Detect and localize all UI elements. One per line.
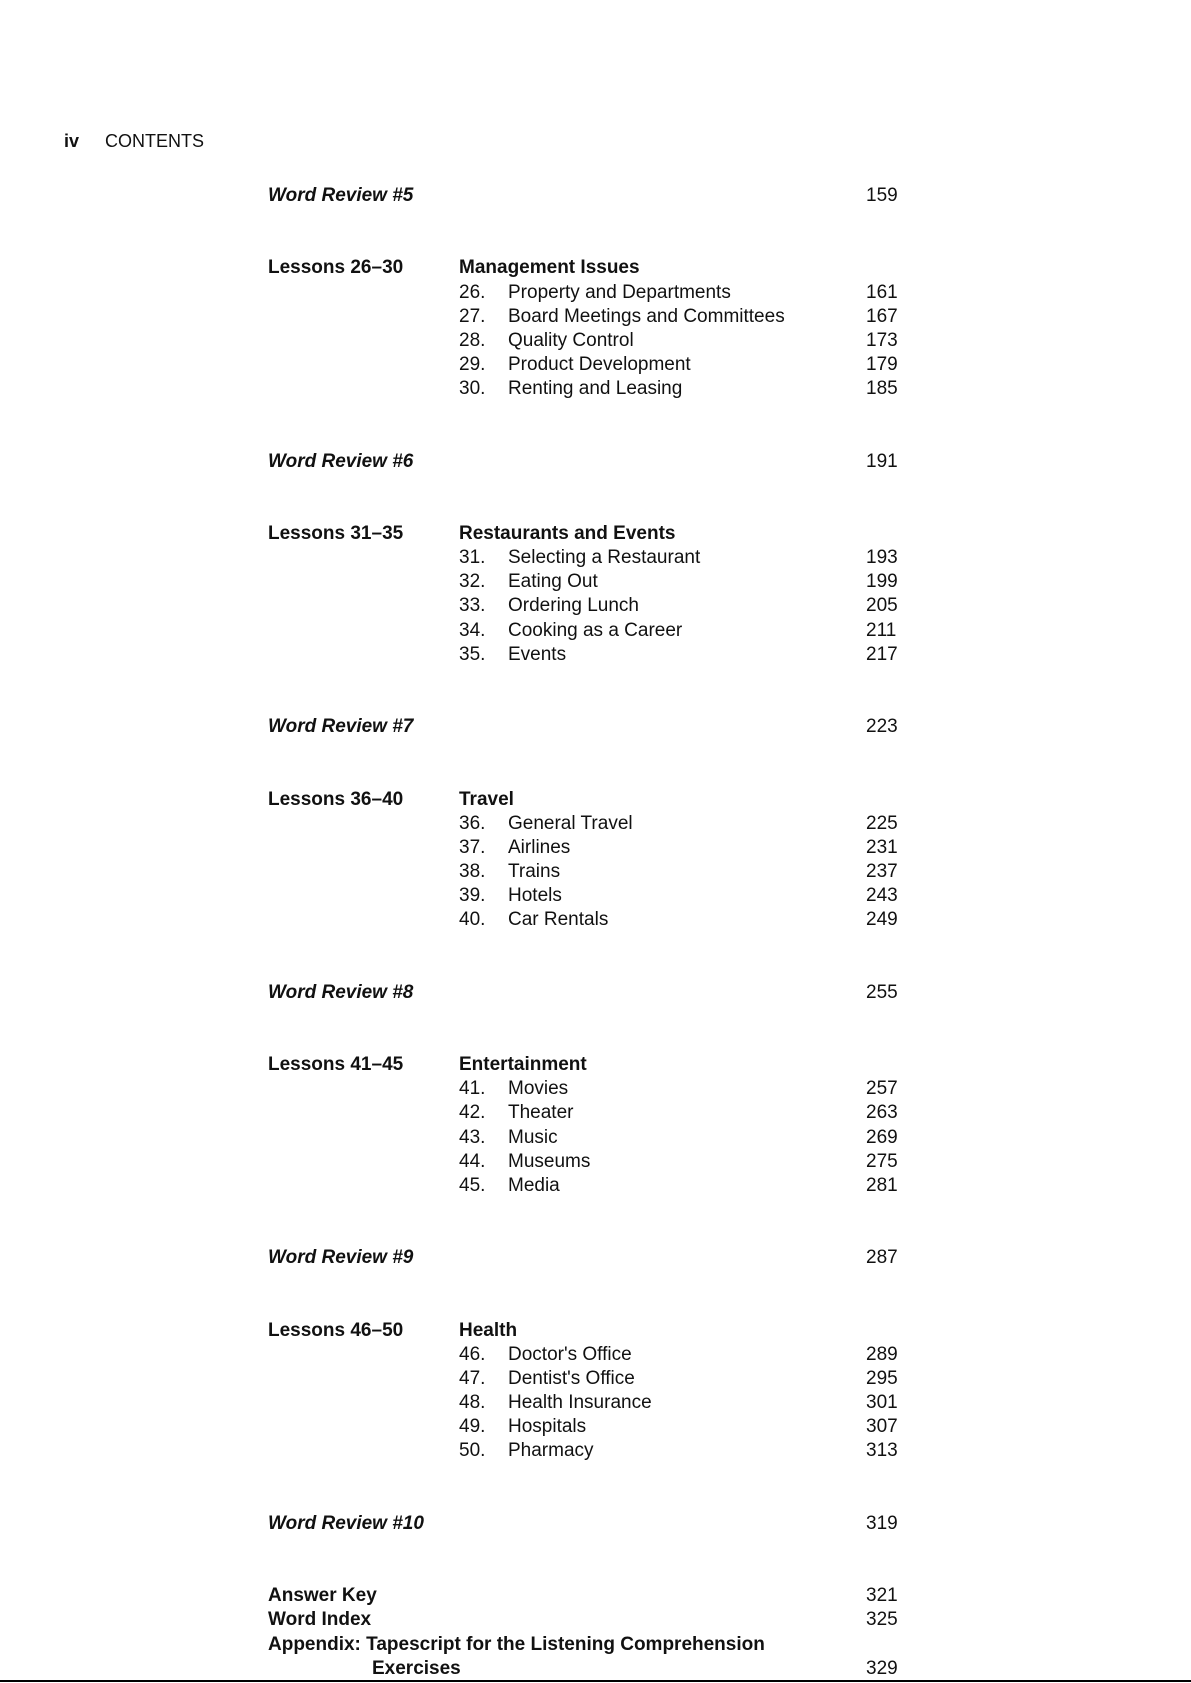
lesson-title: Media bbox=[508, 1174, 560, 1196]
toc-entry-lesson[interactable] bbox=[268, 1343, 928, 1367]
lesson-number: 28. bbox=[459, 329, 486, 351]
unit-topic: Restaurants and Events bbox=[459, 523, 676, 545]
lesson-page: 179 bbox=[866, 354, 898, 375]
toc-lesson-group-header[interactable] bbox=[268, 522, 928, 546]
lesson-page: 231 bbox=[866, 836, 898, 858]
unit-topic: Entertainment bbox=[459, 1054, 587, 1076]
lesson-page: 193 bbox=[866, 547, 898, 569]
lesson-page: 289 bbox=[866, 1343, 898, 1365]
lesson-number: 49. bbox=[459, 1416, 486, 1438]
lesson-title: Dentist's Office bbox=[508, 1368, 635, 1390]
lesson-number: 40. bbox=[459, 909, 486, 931]
toc-entry-back-matter[interactable] bbox=[268, 1633, 928, 1657]
toc-lesson-group-header[interactable] bbox=[268, 256, 928, 280]
lesson-title: Museums bbox=[508, 1150, 591, 1172]
lesson-title: General Travel bbox=[508, 812, 633, 834]
toc-entry-lesson[interactable] bbox=[268, 353, 928, 377]
entry-label: Word Review #10 bbox=[268, 1512, 424, 1534]
lesson-page: 243 bbox=[866, 885, 898, 907]
toc-entry-back-matter[interactable] bbox=[268, 1608, 928, 1632]
entry-label-continuation: Exercises bbox=[372, 1657, 461, 1679]
toc-entry-lesson[interactable] bbox=[268, 812, 928, 836]
toc-entry-word-review[interactable] bbox=[268, 1512, 928, 1536]
entry-page: 287 bbox=[866, 1247, 898, 1269]
lesson-number: 34. bbox=[459, 619, 486, 641]
entry-page: 223 bbox=[866, 716, 898, 738]
lesson-title: Events bbox=[508, 643, 567, 665]
entry-page: 325 bbox=[866, 1609, 898, 1631]
lesson-number: 37. bbox=[459, 836, 486, 858]
spacer bbox=[268, 1005, 928, 1053]
lesson-title: Ordering Lunch bbox=[508, 595, 639, 617]
lesson-title: Airlines bbox=[508, 836, 571, 858]
toc-entry-lesson[interactable] bbox=[268, 1077, 928, 1101]
lesson-number: 46. bbox=[459, 1343, 486, 1365]
toc-entry-lesson[interactable] bbox=[268, 1126, 928, 1150]
spacer bbox=[268, 1198, 928, 1246]
toc-entry-word-review[interactable] bbox=[268, 184, 928, 208]
lesson-page: 173 bbox=[866, 329, 898, 351]
toc-entry-lesson[interactable] bbox=[268, 305, 928, 329]
toc-entry-lesson[interactable] bbox=[268, 908, 928, 932]
lesson-number: 38. bbox=[459, 861, 486, 883]
toc-lesson-group-header[interactable] bbox=[268, 788, 928, 812]
unit-topic: Health bbox=[459, 1319, 518, 1341]
lesson-title: Quality Control bbox=[508, 329, 634, 351]
lesson-number: 31. bbox=[459, 547, 486, 569]
spacer bbox=[268, 667, 928, 715]
unit-topic: Management Issues bbox=[459, 257, 640, 279]
toc-entry-lesson[interactable] bbox=[268, 281, 928, 305]
bottom-rule bbox=[0, 1680, 1191, 1682]
lesson-page: 217 bbox=[866, 643, 898, 665]
entry-page: 191 bbox=[866, 450, 898, 472]
lesson-range: Lessons 31–35 bbox=[268, 523, 404, 545]
entry-page: 255 bbox=[866, 981, 898, 1003]
toc-entry-lesson[interactable] bbox=[268, 1150, 928, 1174]
entry-label: Word Review #7 bbox=[268, 716, 414, 738]
toc-entry-lesson[interactable] bbox=[268, 1101, 928, 1125]
lesson-page: 295 bbox=[866, 1368, 898, 1390]
lesson-title: Eating Out bbox=[508, 571, 598, 593]
lesson-title: Pharmacy bbox=[508, 1440, 594, 1462]
entry-label: Word Review #6 bbox=[268, 450, 414, 472]
entry-page: 329 bbox=[866, 1657, 898, 1679]
lesson-page: 199 bbox=[866, 571, 898, 593]
running-title: CONTENTS bbox=[105, 131, 204, 151]
lesson-page: 225 bbox=[866, 812, 898, 834]
toc-entry-lesson[interactable] bbox=[268, 1439, 928, 1463]
toc-entry-lesson[interactable] bbox=[268, 546, 928, 570]
unit-topic: Travel bbox=[459, 788, 514, 810]
lesson-range: Lessons 46–50 bbox=[268, 1319, 404, 1341]
lesson-number: 41. bbox=[459, 1078, 486, 1100]
lesson-title: Car Rentals bbox=[508, 909, 609, 931]
spacer bbox=[268, 739, 928, 787]
entry-label: Word Review #8 bbox=[268, 981, 414, 1003]
lesson-title: Theater bbox=[508, 1102, 574, 1124]
lesson-number: 45. bbox=[459, 1174, 486, 1196]
toc-entry-continuation[interactable] bbox=[268, 1657, 928, 1681]
lesson-page: 161 bbox=[866, 281, 898, 303]
lesson-number: 50. bbox=[459, 1440, 486, 1462]
entry-page: 319 bbox=[866, 1512, 898, 1534]
entry-label: Word Review #9 bbox=[268, 1247, 414, 1269]
lesson-title: Trains bbox=[508, 861, 561, 883]
entry-label: Word Index bbox=[268, 1609, 372, 1631]
spacer bbox=[268, 932, 928, 980]
toc-entry-lesson[interactable] bbox=[268, 570, 928, 594]
lesson-page: 185 bbox=[866, 378, 898, 400]
toc-lesson-group-header[interactable] bbox=[268, 1319, 928, 1343]
entry-label: Answer Key bbox=[268, 1585, 377, 1607]
lesson-number: 29. bbox=[459, 354, 486, 375]
lesson-page: 211 bbox=[866, 619, 897, 641]
lesson-title: Doctor's Office bbox=[508, 1343, 632, 1365]
lesson-page: 237 bbox=[866, 861, 898, 883]
lesson-number: 44. bbox=[459, 1150, 486, 1172]
lesson-page: 205 bbox=[866, 595, 898, 617]
lesson-title: Property and Departments bbox=[508, 281, 731, 303]
toc-entry-lesson[interactable] bbox=[268, 377, 928, 401]
lesson-title: Hospitals bbox=[508, 1416, 587, 1438]
toc-entry-lesson[interactable] bbox=[268, 1174, 928, 1198]
toc-entry-lesson[interactable] bbox=[268, 619, 928, 643]
lesson-number: 47. bbox=[459, 1368, 486, 1390]
toc-entry-lesson[interactable] bbox=[268, 836, 928, 860]
toc-entry-word-review[interactable] bbox=[268, 450, 928, 474]
toc-entry-lesson[interactable] bbox=[268, 1391, 928, 1415]
spacer bbox=[268, 208, 928, 256]
lesson-title: Renting and Leasing bbox=[508, 378, 683, 400]
page-number: iv bbox=[64, 131, 80, 151]
lesson-number: 39. bbox=[459, 885, 486, 907]
lesson-title: Hotels bbox=[508, 885, 562, 907]
toc-entry-lesson[interactable] bbox=[268, 1415, 928, 1439]
lesson-title: Selecting a Restaurant bbox=[508, 547, 701, 569]
lesson-number: 26. bbox=[459, 281, 486, 303]
toc-entry-lesson[interactable] bbox=[268, 594, 928, 618]
lesson-range: Lessons 41–45 bbox=[268, 1054, 404, 1076]
lesson-page: 269 bbox=[866, 1126, 898, 1148]
toc-entry-word-review[interactable] bbox=[268, 981, 928, 1005]
lesson-number: 32. bbox=[459, 571, 486, 593]
lesson-title: Board Meetings and Committees bbox=[508, 305, 785, 327]
entry-page: 159 bbox=[866, 185, 898, 206]
table-of-contents bbox=[268, 184, 928, 1681]
lesson-page: 281 bbox=[866, 1174, 898, 1196]
lesson-page: 307 bbox=[866, 1416, 898, 1438]
lesson-number: 35. bbox=[459, 643, 486, 665]
lesson-number: 30. bbox=[459, 378, 486, 400]
spacer bbox=[268, 1270, 928, 1318]
toc-entry-back-matter[interactable] bbox=[268, 1584, 928, 1608]
toc-entry-lesson[interactable] bbox=[268, 1367, 928, 1391]
lesson-number: 27. bbox=[459, 305, 486, 327]
lesson-page: 257 bbox=[866, 1078, 898, 1100]
lesson-page: 313 bbox=[866, 1440, 898, 1462]
lesson-title: Movies bbox=[508, 1078, 569, 1100]
lesson-title: Health Insurance bbox=[508, 1392, 652, 1414]
lesson-range: Lessons 26–30 bbox=[268, 257, 404, 279]
lesson-page: 301 bbox=[866, 1392, 898, 1414]
toc-entry-lesson[interactable] bbox=[268, 884, 928, 908]
lesson-number: 48. bbox=[459, 1392, 486, 1414]
toc-entry-word-review[interactable] bbox=[268, 1246, 928, 1270]
lesson-page: 249 bbox=[866, 909, 898, 931]
spacer bbox=[268, 474, 928, 522]
lesson-number: 36. bbox=[459, 812, 486, 834]
lesson-title: Cooking as a Career bbox=[508, 619, 683, 641]
toc-entry-word-review[interactable] bbox=[268, 715, 928, 739]
toc-lesson-group-header[interactable] bbox=[268, 1053, 928, 1077]
entry-label: Appendix: Tapescript for the Listening Comprehension bbox=[268, 1633, 765, 1655]
lesson-title: Music bbox=[508, 1126, 558, 1148]
running-header bbox=[64, 131, 204, 152]
spacer bbox=[268, 401, 928, 449]
lesson-page: 275 bbox=[866, 1150, 898, 1172]
lesson-title: Product Development bbox=[508, 354, 691, 375]
lesson-number: 43. bbox=[459, 1126, 486, 1148]
entry-label: Word Review #5 bbox=[268, 185, 414, 206]
spacer bbox=[268, 1536, 928, 1584]
entry-page: 321 bbox=[866, 1585, 898, 1607]
lesson-range: Lessons 36–40 bbox=[268, 788, 404, 810]
lesson-number: 42. bbox=[459, 1102, 486, 1124]
spacer bbox=[268, 1464, 928, 1512]
lesson-page: 167 bbox=[866, 305, 898, 327]
toc-entry-lesson[interactable] bbox=[268, 860, 928, 884]
toc-entry-lesson[interactable] bbox=[268, 643, 928, 667]
lesson-number: 33. bbox=[459, 595, 486, 617]
lesson-page: 263 bbox=[866, 1102, 898, 1124]
toc-entry-lesson[interactable] bbox=[268, 329, 928, 353]
